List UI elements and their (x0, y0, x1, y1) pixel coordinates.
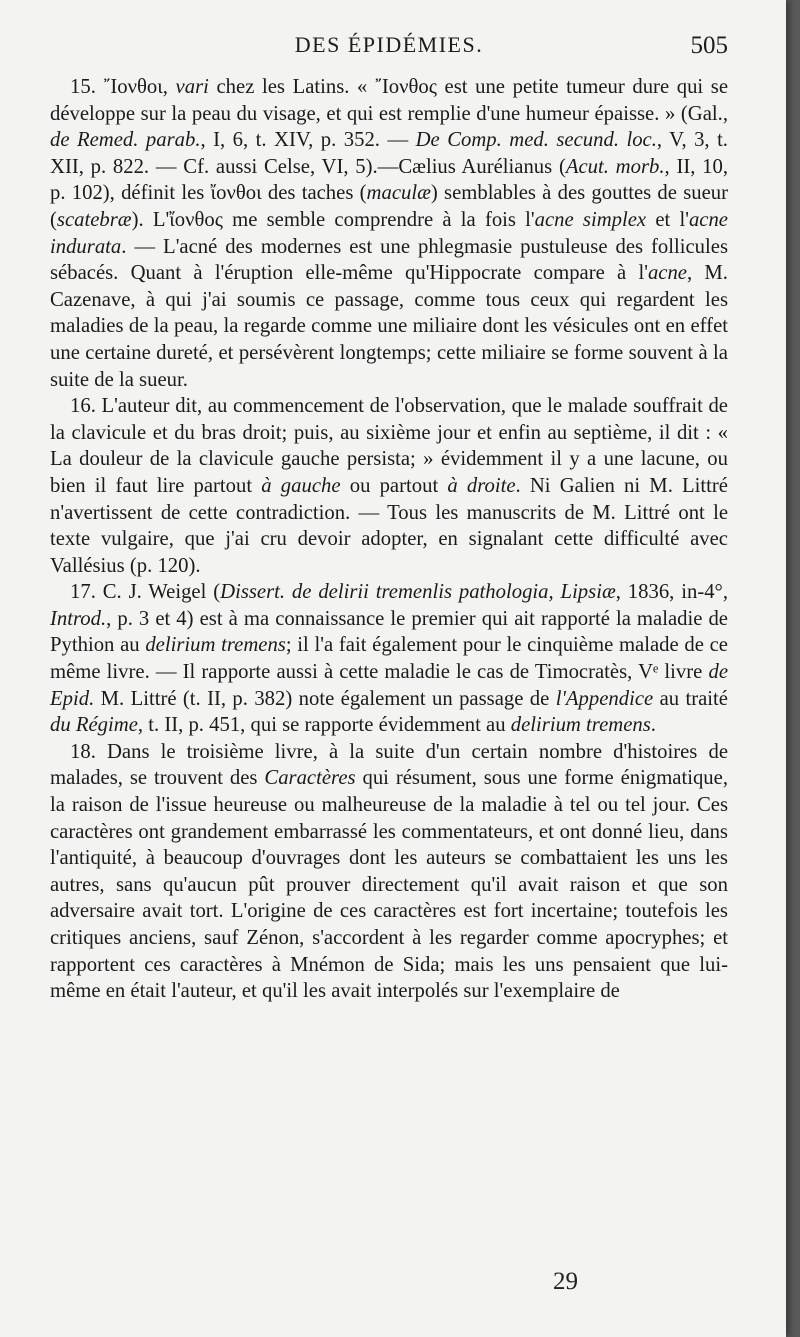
italic-run: delirium tremens (510, 714, 651, 737)
italic-run: l'Appendice (555, 687, 654, 710)
page-number: 505 (690, 32, 728, 59)
note-number: 17. (70, 581, 96, 604)
italic-run: Caractères (264, 767, 356, 790)
note-15: 15. ῎Ιονθοι, vari chez les Latins. « ῎Ιονθος est une petite tumeur dure qui se développe sur la peau du visage, et qui est remplie d'une humeur épaisse. » (Gal., de Remed. parab., I, 6, t. XIV, p. 352. — De Comp. med. secund. loc., V, 3, t. XII, p. 822. — Cf. aussi Celse, VI, 5).—Cælius Aurélianus (Acut. morb., II, 10, p. 102), définit les ἴονθοι des taches (maculæ) semblables à des gouttes de sueur (scatebræ). L'ἴονθος me semble comprendre à la fois l'acne simplex et l'acne indurata. — L'acné des modernes est une phlegmasie pustuleuse des follicules sébacés. Quant à l'éruption elle-même qu'Hippocrate compare à l'acne, M. Cazenave, à qui j'ai soumis ce passage, comme tous ceux qui regardent les maladies de la peau, la regarde comme une miliaire dont les vésicules ont en effet une certaine dureté, et persévèrent longtemps; cette miliaire se forme souvent à la suite de la sueur. (50, 76, 729, 391)
italic-run: Introd. (50, 607, 107, 630)
italic-run: Dissert. de delirii tremenlis pathologia, Lipsiæ (220, 581, 616, 604)
italic-run: scatebræ (56, 208, 132, 231)
italic-run: à gauche (261, 474, 341, 497)
note-17: 17. C. J. Weigel (Dissert. de delirii tremenlis pathologia, Lipsiæ, 1836, in-4°, Introd., p. 3 et 4) est à ma connaissance le premier qui ait rapporté la maladie de Pythion au delirium tremens; il l'a fait également pour le cinquième malade de ce même livre. — Il rapporte aussi à cette maladie le cas de Timocratès, Vᵉ livre de Epid. M. Littré (t. II, p. 382) note également un passage de l'Appendice au traité du Régime, t. II, p. 451, qui se rapporte évidemment au delirium tremens. (50, 581, 728, 737)
note-18: 18. Dans le troisième livre, à la suite d'un certain nombre d'histoires de malades, se trouvent des Caractères qui résument, sous une forme énigmatique, la raison de l'issue heureuse ou malheureuse de la maladie à tel ou tel jour. Ces caractères ont grandement embarrassé les commentateurs, et ont donné lieu, dans l'antiquité, à beaucoup d'ouvrages dont les auteurs se combattaient les uns les autres, sans qu'aucun pût prouver directement qu'il avait raison et que son adversaire avait tort. L'origine de ces caractères est fort incertaine; toutefois les critiques anciens, sauf Zénon, s'accordent à les regarder comme apocryphes; et rapportent ces caractères à Mnémon de Sida; mais les uns pensaient que lui-même en était l'auteur, et qu'il les avait interpolés sur l'exemplaire de (50, 740, 729, 1003)
italic-run: delirium tremens (145, 634, 286, 657)
running-title: DES ÉPIDÉMIES. (294, 32, 484, 57)
notes-body (50, 74, 728, 1005)
italic-run: à droite (447, 474, 516, 497)
signature-mark: 29 (553, 1268, 578, 1295)
italic-run: acne simplex (534, 208, 647, 231)
italic-run: Acut. morb. (565, 155, 665, 178)
italic-run: De Comp. med. secund. loc. (415, 129, 657, 152)
note-number: 15. (70, 76, 96, 98)
italic-run: vari (175, 76, 209, 98)
italic-run: de Epid. (50, 661, 728, 710)
note-16: 16. L'auteur dit, au commencement de l'observation, que le malade souffrait de la clavicule et du bras droit; puis, au sixième jour et enfin au septième, il dit : « La douleur de la clavicule gauche persista; » évidemment il y a une lacune, ou bien il faut lire partout à gauche ou partout à droite. Ni Galien ni M. Littré n'avertissent de cette contradiction. — Tous les manuscrits de M. Littré ont le texte vulgaire, que j'ai cru devoir adopter, en signalant cette difficulté avec Vallésius (p. 120). (50, 395, 728, 577)
italic-run: maculæ (366, 182, 431, 205)
italic-run: acne (647, 262, 687, 285)
italic-run: acne indurata (50, 208, 728, 258)
italic-run: de Remed. parab. (50, 129, 201, 152)
page-header (50, 32, 728, 62)
italic-run: du Régime (50, 714, 138, 737)
note-number: 18. (70, 740, 96, 763)
note-number: 16. (70, 395, 96, 418)
